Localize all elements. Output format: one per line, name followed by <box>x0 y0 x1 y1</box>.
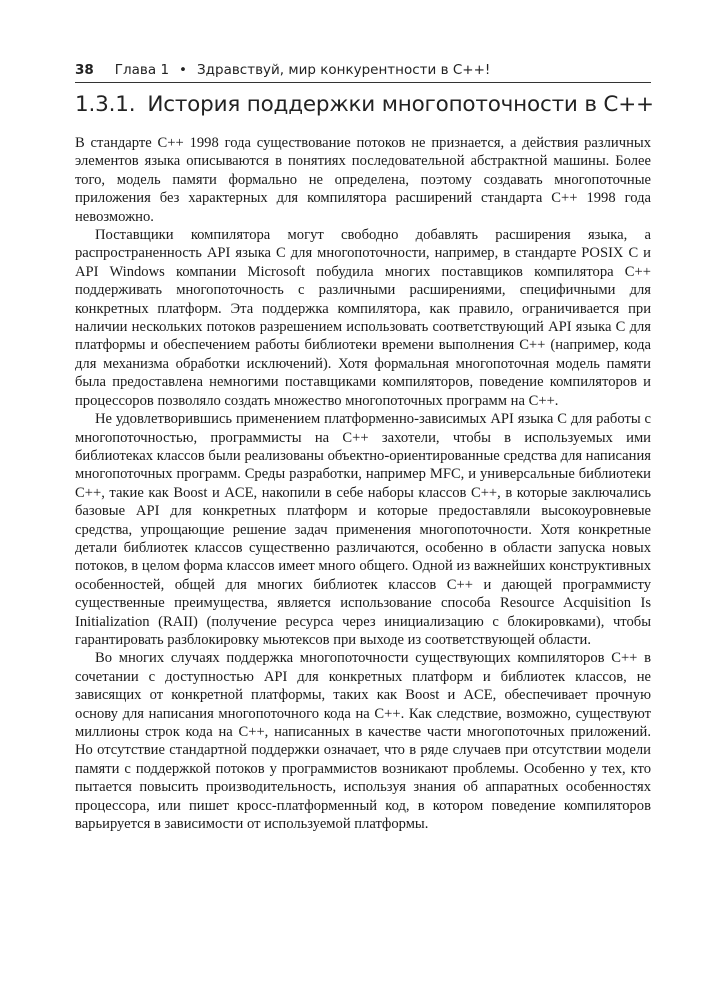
paragraph-3: Не удовлетворившись применением платформенно-зависимых API языка C для работы с многопоточностью, программисты на C++ захотели, чтобы в используемых ими библиотеках классов были реализованы объектно-ориентированные средства для написания многопоточных программ. Среды разработки, например MFC, и универсальные библиотеки C++, такие как Boost и ACE, накопили в себе наборы классов C++, в которые заключались базовые API для конкретных платформ и которые предоставляли высокоуровневые средства, упрощающие решение задач применения многопоточности. Хотя конкретные детали библиотек классов существенно различаются, особенно в области запуска новых потоков, в целом форма классов имеет много общего. Одной из важнейших конструктивных особенностей, общей для многих библиотек классов C++ и дающей программисту существенные преимущества, является использование способа Resource Acquisition Is Initialization (RAII) (получение ресурса через инициализацию с блокировками), чтобы гарантировать разблокировку мьютексов при выходе из соответствующей области. <box>75 411 651 648</box>
paragraph-4: Во многих случаях поддержка многопоточности существующих компиляторов C++ в сочетании с доступностью API для конкретных платформ и библиотек классов, не зависящих от конкретной платформы, таких как Boost и ACE, обеспечивает прочную основу для написания многопоточного кода на C++. Как следствие, возможно, существуют миллионы строк кода на C++, написанных в качестве части многопоточных приложений. Но отсутствие стандартной поддержки означает, что в ряде случаев при отсутствии модели памяти с поддержкой потоков у программистов возникают проблемы. Особенно у тех, кто пытается повысить производительность, используя знания об аппаратных особенностях процессора, или пишет кросс-платформенный код, в котором поведение компиляторов варьируется в зависимости от используемой платформы. <box>75 650 651 833</box>
header-bullet: • <box>179 62 188 78</box>
section-number: 1.3.1. <box>75 92 136 117</box>
running-header <box>75 60 651 80</box>
page-number: 38 <box>75 62 94 78</box>
paragraph-2: Поставщики компилятора могут свободно добавлять расширения языка, а распространенность API языка C для многопоточности, например, в стандарте POSIX C и API Windows компании Microsoft побудила многих поставщиков компилятора C++ поддерживать многопоточность с различными расширениями, специфичными для конкретных платформ. Эта поддержка компилятора, как правило, ограничивается при наличии нескольких потоков разрешением использовать соответствующий API языка C для платформы и обеспечением работы библиотеки времени выполнения C++ (например, кода для механизма обработки исключений). Хотя формальная многопоточная модель памяти была предоставлена немногими поставщиками компиляторов, поведение компиляторов и процессоров позволяло создать множество многопоточных программ на C++. <box>75 227 651 409</box>
paragraph-1: В стандарте C++ 1998 года существование потоков не признается, а действия различных элементов языка описываются в понятиях последовательной абстрактной машины. Более того, модель памяти формально не определена, поэтому создавать многопоточные приложения без характерных для компилятора расширений стандарта C++ 1998 года невозможно. <box>75 135 651 225</box>
header-rule <box>75 82 651 83</box>
chapter-title: Здравствуй, мир конкурентности в С++! <box>197 62 491 78</box>
section-title: История поддержки многопоточности в C++ <box>147 92 654 117</box>
chapter-label: Глава 1 <box>114 62 170 78</box>
body-text <box>75 134 651 833</box>
section-heading <box>75 92 675 117</box>
